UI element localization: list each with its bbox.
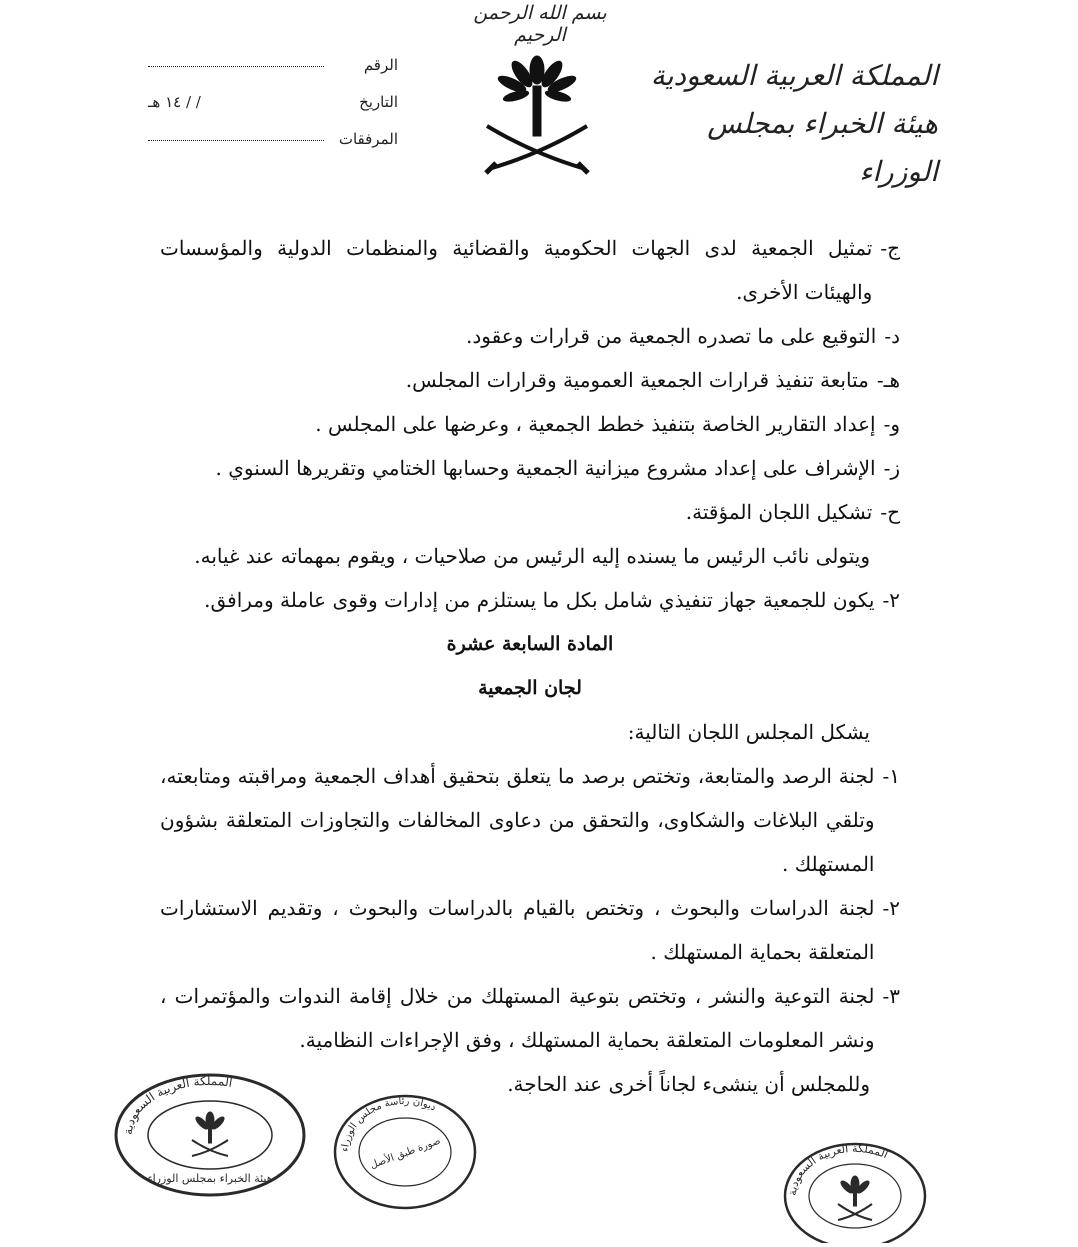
clause-text: تشكيل اللجان المؤقتة. — [685, 500, 873, 524]
attachments-row — [148, 126, 398, 163]
point-text: يكون للجمعية جهاز تنفيذي شامل بكل ما يستلزم من إدارات وقوى عاملة ومرافق. — [204, 588, 875, 612]
clause-label: و- — [883, 412, 900, 436]
palm-swords-emblem — [472, 48, 602, 183]
clause-text: متابعة تنفيذ قرارات الجمعية العمومية وقرارات المجلس. — [405, 368, 869, 392]
left-seal-bottom-text: هيئة الخبراء بمجلس الوزراء — [147, 1172, 273, 1185]
middle-seal-center-text: صورة طبق الأصل — [368, 1135, 443, 1172]
attachments-label: المرفقات — [338, 130, 398, 148]
point-label: ٢- — [882, 588, 900, 612]
clause-h — [160, 358, 900, 402]
reference-row — [148, 52, 398, 89]
date-value: ١٤ هـ / / — [148, 93, 201, 111]
committee-label: ١- — [882, 764, 900, 788]
middle-seal-ring-text: ديوان رئاسة مجلس الوزراء — [339, 1095, 438, 1153]
clause-label: د- — [884, 324, 900, 348]
clause-text: الإشراف على إعداد مشروع ميزانية الجمعية وحسابها الختامي وتقريرها السنوي . — [215, 456, 876, 480]
clause-label: ز- — [883, 456, 900, 480]
clause-d — [160, 314, 900, 358]
clause-h2 — [160, 490, 900, 534]
committee-text: لجنة الدراسات والبحوث ، وتختص بالقيام بالدراسات والبحوث ، وتقديم الاستشارات المتعلقة بحماية المستهلك . — [160, 896, 875, 964]
clause-z — [160, 446, 900, 490]
committee-label: ٣- — [882, 984, 900, 1008]
closing-paragraph: وللمجلس أن ينشىء لجاناً أخرى عند الحاجة. — [507, 1072, 870, 1096]
committee-1 — [160, 754, 900, 886]
clause-text: تمثيل الجمعية لدى الجهات الحكومية والقضائية والمنظمات الدولية والمؤسسات والهيئات الأخرى. — [160, 236, 873, 304]
organization-name — [648, 52, 938, 196]
clause-label: ح- — [880, 500, 900, 524]
left-seal-emblem-icon — [192, 1112, 228, 1156]
reference-label: الرقم — [363, 56, 398, 74]
article-subtitle: لجان الجمعية — [478, 677, 582, 699]
date-label: التاريخ — [359, 93, 398, 111]
svg-text:المملكة العربية السعودية — [786, 1142, 890, 1196]
org-line-2: هيئة الخبراء بمجلس الوزراء — [707, 107, 938, 188]
right-official-seal — [780, 1138, 930, 1243]
reference-block — [148, 52, 398, 163]
committee-text: لجنة التوعية والنشر ، وتختص بتوعية المستهلك من خلال إقامة الندوات والمؤتمرات ، ونشر المعلومات المتعلقة بحماية المستهلك ، وفق الإجراءات النظامية. — [160, 984, 875, 1052]
point-2 — [160, 578, 900, 622]
clause-label: هـ- — [876, 368, 900, 392]
clause-j — [160, 226, 900, 314]
left-seal-ring-text: المملكة العربية السعودية — [120, 1073, 234, 1136]
committee-text: لجنة الرصد والمتابعة، وتختص برصد ما يتعلق بتحقيق أهداف الجمعية ومراقبته ومتابعته، وتلقي البلاغات والشكاوى، والتحقق من دعاوى المخالفات والتجاوزات المتعلقة بشؤون المستهلك . — [160, 764, 875, 876]
reference-line — [148, 66, 324, 67]
middle-true-copy-seal — [330, 1092, 480, 1212]
document-body — [160, 226, 900, 1106]
committee-label: ٢- — [882, 896, 900, 920]
right-seal-emblem-icon — [838, 1176, 872, 1220]
org-line-1: المملكة العربية السعودية — [650, 59, 938, 92]
clause-text: التوقيع على ما تصدره الجمعية من قرارات وعقود. — [466, 324, 877, 348]
date-row — [148, 89, 398, 126]
committee-2 — [160, 886, 900, 974]
basmala: بسم الله الرحمن الرحيم — [473, 2, 607, 46]
vice-president-paragraph: ويتولى نائب الرئيس ما يسنده إليه الرئيس من صلاحيات ، ويقوم بمهماته عند غيابه. — [194, 544, 870, 568]
committee-3 — [160, 974, 900, 1062]
clause-w — [160, 402, 900, 446]
left-official-seal — [110, 1070, 310, 1200]
clause-text: إعداد التقارير الخاصة بتنفيذ خطط الجمعية ، وعرضها على المجلس . — [315, 412, 876, 436]
attachments-line — [148, 140, 324, 141]
article-title: المادة السابعة عشرة — [446, 633, 614, 655]
right-seal-ring-text: المملكة العربية السعودية — [785, 1141, 890, 1197]
clause-label: ج- — [880, 236, 900, 260]
committees-intro: يشكل المجلس اللجان التالية: — [627, 720, 870, 744]
